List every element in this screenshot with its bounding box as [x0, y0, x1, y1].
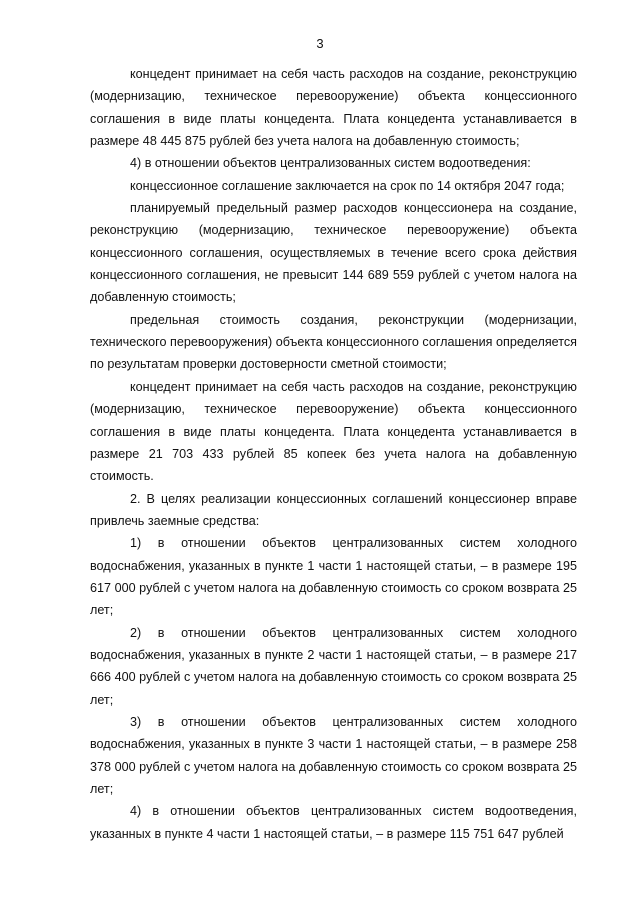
paragraph-concedent-payment-sewerage: концедент принимает на себя часть расходов на создание, реконструкцию (модернизацию, техническое перевооружение) объекта концессионного соглашения в виде платы концедента. Плата концедента устанавливается в размере 21 703 433 рублей 85 копеек без учета налога на добавленную стоимость. [90, 379, 577, 484]
paragraph-loan-item-4: 4) в отношении объектов централизованных систем водоотведения, указанных в пункте 4 части 1 настоящей статьи, – в размере 115 751 647 рублей [90, 804, 577, 841]
paragraph-loan-item-3: 3) в отношении объектов централизованных систем холодного водоснабжения, указанных в пункте 3 части 1 настоящей статьи, – в размере 258 378 000 рублей с учетом налога на добавленную стоимость со сроком возврата 25 лет; [90, 714, 577, 796]
paragraph-loan-item-2: 2) в отношении объектов централизованных систем холодного водоснабжения, указанных в пункте 2 части 1 настоящей статьи, – в размере 217 666 400 рублей с учетом налога на добавленную стоимость со сроком возврата 25 лет; [90, 625, 577, 707]
paragraph-item-4-sewerage: 4) в отношении объектов централизованных систем водоотведения: [130, 156, 531, 171]
paragraph-concedent-payment-water: концедент принимает на себя часть расходов на создание, реконструкцию (модернизацию, техническое перевооружение) объекта концессионного соглашения в виде платы концедента. Плата концедента устанавливается в размере 48 445 875 рублей без учета налога на добавленную стоимость; [90, 67, 577, 149]
page-number: 3 [316, 36, 324, 51]
paragraph-maximum-cost: предельная стоимость создания, реконструкции (модернизации, технического перевооружения) объекта концессионного соглашения определяется по результатам проверки достоверности сметной стоимости; [90, 312, 577, 372]
paragraph-loan-item-1: 1) в отношении объектов централизованных систем холодного водоснабжения, указанных в пункте 1 части 1 настоящей статьи, – в размере 195 617 000 рублей с учетом налога на добавленную стоимость со сроком возврата 25 лет; [90, 536, 577, 618]
paragraph-section-2-borrowed-funds: 2. В целях реализации концессионных соглашений концессионер вправе привлечь заемные средства: [90, 491, 577, 528]
document-body [90, 63, 577, 845]
paragraph-concession-term: концессионное соглашение заключается на срок по 14 октября 2047 года; [130, 178, 565, 193]
paragraph-planned-expenses: планируемый предельный размер расходов концессионера на создание, реконструкцию (модернизацию, техническое перевооружение) объекта концессионного соглашения, осуществляемых в течение всего срока действия концессионного соглашения, не превысит 144 689 559 рублей с учетом налога на добавленную стоимость; [90, 201, 577, 305]
